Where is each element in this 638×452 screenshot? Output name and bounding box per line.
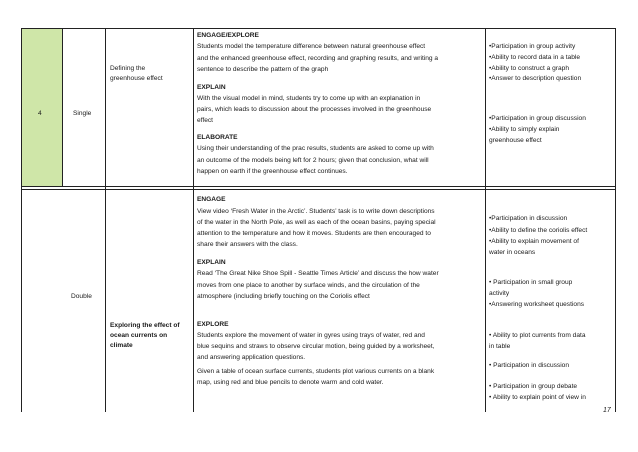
row1-activity-3-heading: ELABORATE: [197, 134, 238, 141]
row2-topic-line-1: Exploring the effect of: [110, 322, 180, 329]
row-divider-double: [21, 189, 616, 190]
row2-topic-line-3: climate: [110, 342, 133, 349]
row1-activity-2-heading: EXPLAIN: [197, 84, 226, 91]
row2-extra-line-2: map, using red and blue pencils to denote warm and cold water.: [197, 379, 384, 386]
row1-activity-3-line-2: an outcome of the models being left for 2 hours; given that conclusion, what will: [197, 157, 429, 164]
row1-group-type: Single: [73, 110, 92, 117]
table-border-right: [615, 28, 616, 412]
row1-assessment-2-line-1: •Participation in group discussion: [489, 115, 586, 122]
table-border-top: [21, 28, 616, 29]
row1-activity-2-line-2: pairs, which leads to discussion about the processes involved in the greenhouse: [197, 106, 432, 113]
col-divider-4: [485, 28, 486, 412]
row2-assessment-3-line-1: • Ability to plot currents from data: [489, 332, 586, 339]
row1-activity-3-line-1: Using their understanding of the prac results, students are asked to come up with: [197, 145, 434, 152]
row2-assessment-1-line-1: •Participation in discussion: [489, 215, 568, 222]
row1-assessment-1-line-3: •Ability to construct a graph: [489, 65, 570, 72]
row-divider: [21, 186, 616, 187]
row2-activity-1-heading: ENGAGE: [197, 196, 226, 203]
row1-activity-1-heading: ENGAGE/EXPLORE: [197, 32, 259, 39]
row1-activity-1-line-2: and the enhanced greenhouse effect, recording and graphing results, and writing a: [197, 55, 439, 62]
row1-assessment-2-line-2: •Ability to simply explain: [489, 126, 560, 133]
row2-assessment-1-line-4: water in oceans: [489, 249, 536, 256]
row2-activity-3-line-2: blue sequins and straws to observe circular motion, being guided by a worksheet,: [197, 343, 435, 350]
table-border-left: [21, 28, 22, 412]
row2-activity-1-line-3: attention to the temperature and how it moves. Students are then encouraged to: [197, 230, 431, 237]
row1-activity-1-line-1: Students model the temperature difference between natural greenhouse effect: [197, 43, 426, 50]
row2-assessment-2-line-1: • Participation in small group: [489, 279, 573, 286]
row2-group-type: Double: [71, 293, 92, 300]
row2-activity-1-line-1: View video ‘Fresh Water in the Arctic’. Students’ task is to write down descriptions: [197, 208, 435, 215]
row2-activity-1-line-4: share their answers with the class.: [197, 241, 298, 248]
row2-activity-2-line-1: Read ‘The Great Nike Shoe Spill - Seattle Times Article’ and discuss the how water: [197, 270, 439, 277]
row1-assessment-1-line-4: •Answer to description question: [489, 75, 582, 82]
row1-activity-2-line-1: With the visual model in mind, students try to come up with an explanation in: [197, 95, 421, 102]
row2-assessment-2-line-2: activity: [489, 290, 510, 297]
row1-activity-1-line-3: sentence to describe the pattern of the graph: [197, 66, 329, 73]
row1-assessment-1-line-1: •Participation in group activity: [489, 43, 576, 50]
row2-topic-line-2: ocean currents on: [110, 332, 168, 339]
row1-topic-line-1: Defining the: [110, 65, 146, 72]
row1-activity-2-line-3: effect: [197, 117, 214, 124]
row2-assessment-1-line-3: •Ability to explain movement of: [489, 238, 579, 245]
row1-activity-3-line-3: happen on earth if the greenhouse effect continues.: [197, 168, 348, 175]
col-divider-3: [193, 28, 194, 412]
row1-assessment-2-line-3: greenhouse effect: [489, 137, 542, 144]
row2-activity-2-line-2: moves from one place to another by surface winds, and the circulation of the: [197, 282, 420, 289]
row2-assessment-3-line-2: in table: [489, 343, 511, 350]
row2-assessment-4-line-1: • Participation in discussion: [489, 362, 570, 369]
row1-number-cell-bg: [21, 28, 62, 187]
row2-assessment-1-line-2: •Ability to define the coriolis effect: [489, 227, 588, 234]
row1-assessment-1-line-2: •Ability to record data in a table: [489, 54, 581, 61]
page-number: 17: [603, 407, 611, 414]
row2-activity-3-line-1: Students explore the movement of water in gyres using trays of water, red and: [197, 332, 425, 339]
row2-activity-2-line-3: atmosphere (including briefly touching on the Coriolis effect: [197, 293, 370, 300]
row2-assessment-2-line-3: •Answering worksheet questions: [489, 301, 585, 308]
row1-topic-line-2: greenhouse effect: [110, 75, 163, 82]
row2-activity-2-heading: EXPLAIN: [197, 259, 226, 266]
col-divider-2: [105, 28, 106, 412]
row2-activity-3-line-3: and answering application questions.: [197, 354, 306, 361]
row2-assessment-5-line-1: • Participation in group debate: [489, 383, 578, 390]
row2-activity-3-heading: EXPLORE: [197, 321, 229, 328]
row2-activity-1-line-2: of the water in the North Pole, as well as each of the ocean basins, paying special: [197, 219, 436, 226]
col-divider-1: [62, 28, 63, 187]
row2-extra-line-1: Given a table of ocean surface currents, students plot various currents on a blank: [197, 368, 435, 375]
row1-number: 4: [38, 110, 42, 117]
row2-assessment-5-line-2: • Ability to explain point of view in: [489, 394, 586, 401]
